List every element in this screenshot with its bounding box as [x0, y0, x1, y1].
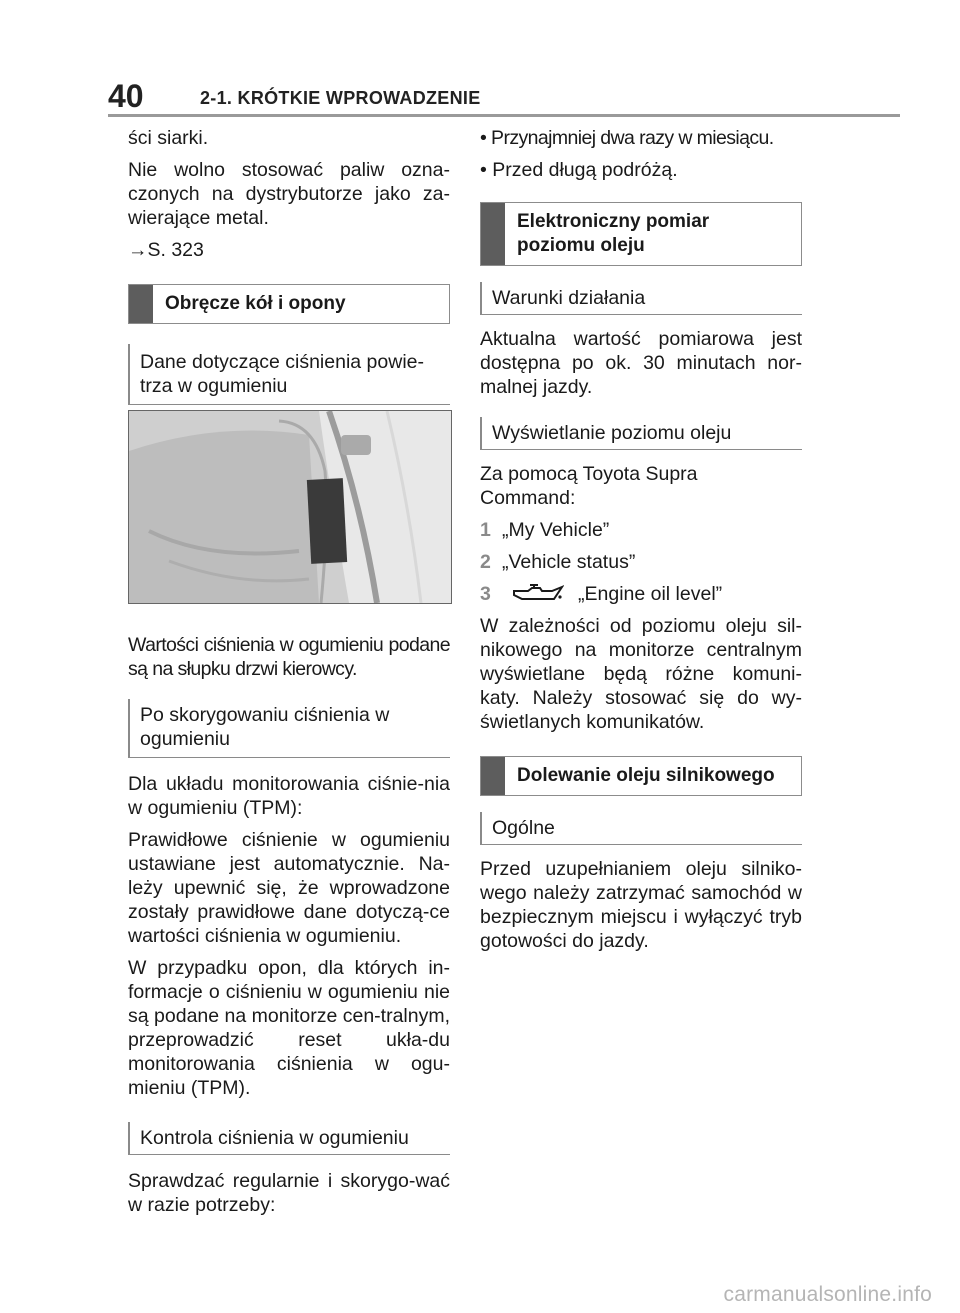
subheading-label: Ogólne [492, 817, 555, 839]
page-header [108, 80, 900, 116]
step-text: „My Vehicle” [502, 519, 610, 541]
step-text: „Vehicle status” [502, 551, 636, 573]
tire-pressure-label [307, 478, 347, 564]
subheading-label: Po skorygowaniu ciśnienia w ogumieniu [140, 704, 390, 750]
step-item [480, 550, 802, 574]
paragraph: Sprawdzać regularnie i skorygo-wać w razie potrzeby: [128, 1170, 450, 1216]
paragraph: Prawidłowe ciśnienie w ogumieniu ustawiane jest automatycznie. Na-leży upewnić się, że wprowadzone zostały prawidłowe dane dotyczą-ce wartości ciśnienia w ogumieniu. [128, 829, 450, 947]
section-heading-wheels [128, 284, 450, 324]
subheading-label: Wyświetlanie poziomu oleju [492, 422, 732, 444]
paragraph: Dla układu monitorowania ciśnie-nia w ogumieniu (TPM): [128, 773, 450, 819]
subheading-label: Warunki działania [492, 287, 646, 309]
bullet-item: • Przed długą podróżą. [480, 159, 678, 181]
paragraph: Wartości ciśnienia w ogumieniu podane są na słupku drzwi kierowcy. [128, 634, 450, 680]
paragraph: W przypadku opon, dla których in-formacje o ciśnieniu w ogumieniu nie są podane na monitorze cen-tralnym, przeprowadzić reset ukła-du monitorowania ciśnienia w ogu-mieniu (TPM). [128, 957, 450, 1099]
step-item [480, 518, 802, 542]
subheading-oil-display [480, 417, 802, 450]
step-item [480, 582, 802, 606]
right-column [480, 126, 802, 961]
section-heading-add-oil [480, 756, 802, 796]
paragraph: Za pomocą Toyota Supra Command: [480, 463, 698, 509]
step-number: 2 [480, 551, 491, 573]
section-heading-label: Elektroniczny pomiar poziomu oleju [517, 211, 710, 256]
subheading-label: Dane dotyczące ciśnienia powie-trza w ogumieniu [140, 351, 424, 397]
paragraph: Przed uzupełnianiem oleju silniko-wego należy zatrzymać samochód w bezpiecznym miejscu i wyłączyć tryb gotowości do jazdy. [480, 858, 802, 952]
heading-bar [129, 285, 153, 323]
page-number: 40 [108, 78, 144, 114]
section-heading-label: Dolewanie oleju silnikowego [517, 765, 775, 786]
subheading-general [480, 812, 802, 845]
bullet-item: • Przynajmniej dwa razy w miesiącu. [480, 127, 774, 149]
chapter-title: 2-1. KRÓTKIE WPROWADZENIE [200, 88, 481, 108]
paragraph: W zależności od poziomu oleju sil-nikowego na monitorze centralnym wyświetlane będą różne komuni-katy. Należy stosować się do wy-świetlanych komunikatów. [480, 615, 802, 733]
subheading-tire-data [128, 344, 450, 405]
header-rule [108, 114, 900, 117]
watermark: carmanualsonline.info [723, 1283, 932, 1306]
page-reference: →S. 323 [128, 239, 204, 261]
heading-bar [481, 757, 505, 795]
oil-can-icon [508, 583, 564, 605]
step-number: 3 [480, 583, 491, 605]
step-text: „Engine oil level” [578, 583, 723, 605]
paragraph: Aktualna wartość pomiarowa jest dostępna po ok. 30 minutach nor-malnej jazdy. [480, 328, 802, 398]
section-heading-label: Obręcze kół i opony [165, 293, 346, 314]
step-number: 1 [480, 519, 491, 541]
left-column [128, 126, 450, 1225]
subheading-after-correction [128, 699, 450, 758]
door-latch [341, 435, 371, 455]
section-heading-oil-measure [480, 202, 802, 266]
subheading-conditions [480, 282, 802, 315]
door-pillar-illustration [129, 411, 451, 603]
paragraph: ści siarki. [128, 127, 209, 149]
subheading-label: Kontrola ciśnienia w ogumieniu [140, 1127, 409, 1149]
subheading-pressure-check [128, 1122, 450, 1155]
paragraph: Nie wolno stosować paliw ozna-czonych na dystrybutorze jako za-wierające metal. [128, 159, 450, 229]
door-pillar-photo [128, 410, 452, 604]
heading-bar [481, 203, 505, 265]
